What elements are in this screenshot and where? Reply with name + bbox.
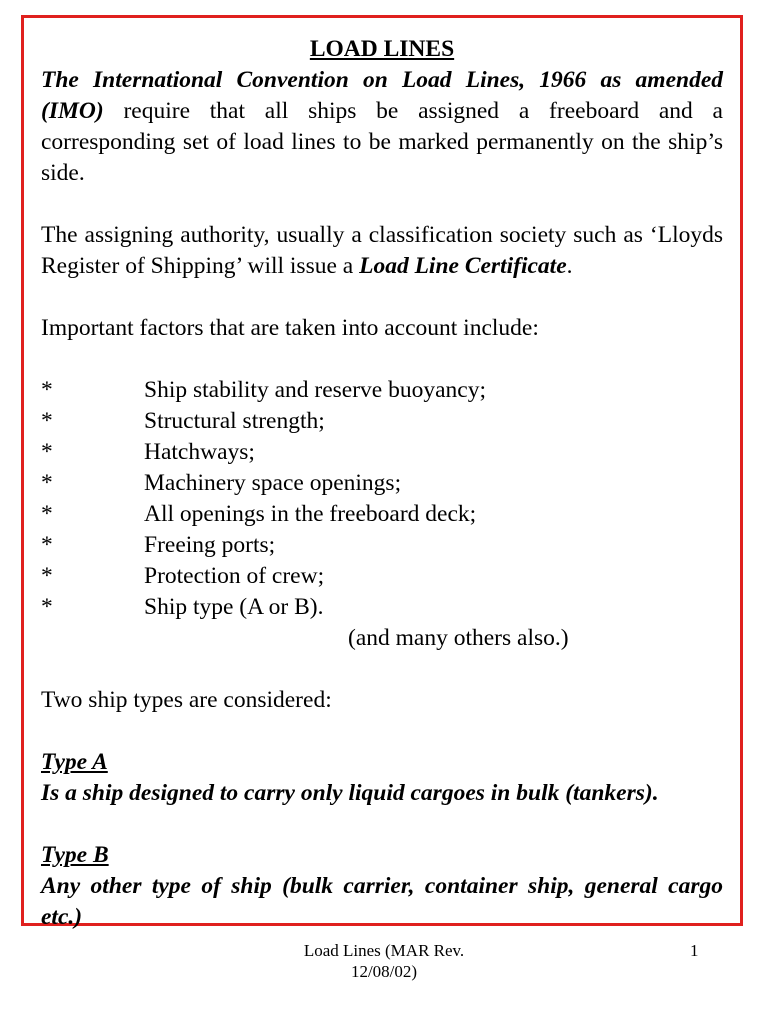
convention-name: The International Convention on Load Lines, 1966 as amended (IMO) bbox=[41, 67, 723, 124]
list-item bbox=[41, 375, 723, 406]
spacer bbox=[41, 344, 723, 375]
factor-text: Freeing ports; bbox=[144, 532, 276, 558]
spacer bbox=[41, 809, 723, 840]
factor-text: Hatchways; bbox=[144, 439, 255, 465]
list-item bbox=[41, 437, 723, 468]
bullet-star: * bbox=[41, 408, 53, 434]
factor-list bbox=[41, 375, 723, 623]
type-a-heading: Type A bbox=[41, 749, 108, 775]
page-title: LOAD LINES bbox=[309, 36, 455, 62]
intro-paragraph bbox=[41, 65, 723, 189]
factor-text: All openings in the freeboard deck; bbox=[144, 501, 477, 527]
bullet-star: * bbox=[41, 377, 53, 403]
factors-intro: Important factors that are taken into account include: bbox=[41, 315, 539, 341]
list-item bbox=[41, 561, 723, 592]
spacer bbox=[41, 282, 723, 313]
footer-label: Load Lines (MAR Rev. 12/08/02) bbox=[303, 941, 465, 981]
type-b-description: Any other type of ship (bulk carrier, container ship, general cargo etc.) bbox=[41, 873, 723, 930]
list-item bbox=[41, 530, 723, 561]
types-intro: Two ship types are considered: bbox=[41, 687, 332, 713]
factor-text: Ship type (A or B). bbox=[144, 594, 324, 620]
slide-content bbox=[41, 34, 723, 933]
type-b-heading: Type B bbox=[41, 842, 109, 868]
bullet-star: * bbox=[41, 594, 53, 620]
bullet-star: * bbox=[41, 501, 53, 527]
spacer bbox=[41, 716, 723, 747]
bullet-star: * bbox=[41, 563, 53, 589]
list-item bbox=[41, 592, 723, 623]
authority-paragraph bbox=[41, 220, 723, 282]
authority-text-end: . bbox=[566, 253, 573, 279]
factor-text: Machinery space openings; bbox=[144, 470, 402, 496]
certificate-name: Load Line Certificate bbox=[359, 253, 567, 279]
factor-text: Ship stability and reserve buoyancy; bbox=[144, 377, 486, 403]
bullet-star: * bbox=[41, 470, 53, 496]
list-item bbox=[41, 406, 723, 437]
bullet-star: * bbox=[41, 439, 53, 465]
spacer bbox=[41, 189, 723, 220]
spacer bbox=[41, 654, 723, 685]
factors-note: (and many others also.) bbox=[348, 625, 569, 651]
page-number: 1 bbox=[690, 941, 699, 960]
type-a-description: Is a ship designed to carry only liquid cargoes in bulk (tankers). bbox=[41, 780, 659, 806]
factor-text: Protection of crew; bbox=[144, 563, 325, 589]
authority-text: The assigning authority, usually a classification society such as ‘Lloyds Register of Shipping’ will issue a bbox=[41, 222, 723, 279]
list-item bbox=[41, 499, 723, 530]
list-item bbox=[41, 468, 723, 499]
factor-text: Structural strength; bbox=[144, 408, 325, 434]
bullet-star: * bbox=[41, 532, 53, 558]
intro-text: require that all ships be assigned a freeboard and a corresponding set of load lines to be marked permanently on the ship’s side. bbox=[41, 98, 723, 186]
